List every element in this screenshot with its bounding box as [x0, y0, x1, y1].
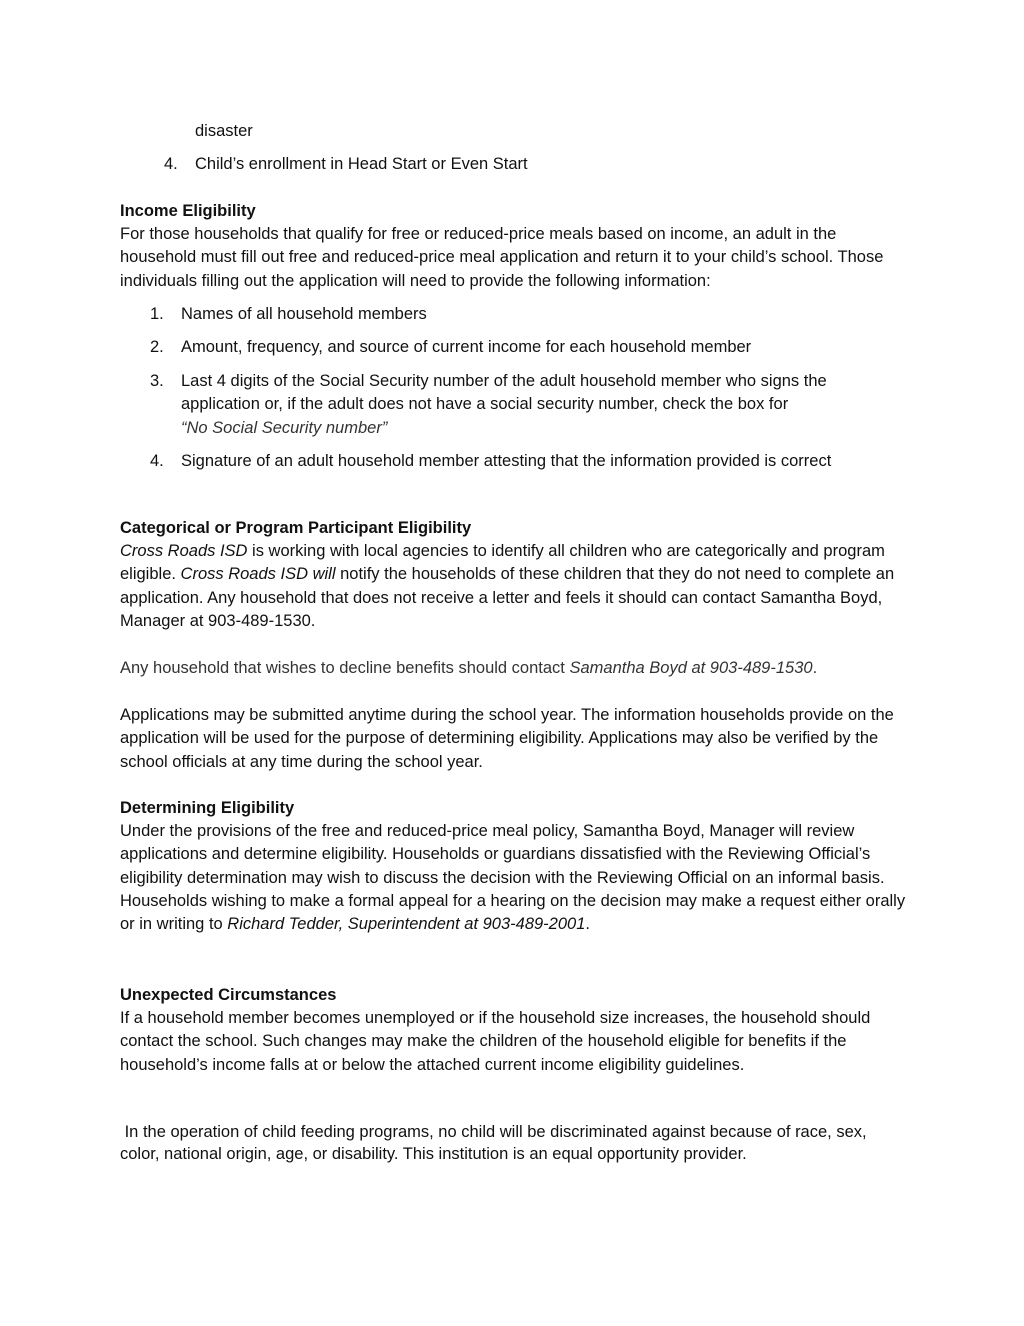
- list-text: Child’s enrollment in Head Start or Even Start: [195, 155, 528, 173]
- text-run: .: [812, 659, 818, 677]
- text-run: Any household that wishes to decline benefits should contact: [120, 659, 570, 677]
- nondiscrimination-statement: In the operation of child feeding programs, no child will be discriminated against because of race, sex, color, national origin, age, or disability. This institution is an equal opportunity provider.: [120, 1123, 872, 1163]
- district-name: Cross Roads ISD: [120, 542, 248, 560]
- text-run: notify the households of these children that they do not need to complete an application. Any household that does not receive a letter and feels it should can contact Samantha Boyd, Manager at 903-489-1530.: [120, 565, 895, 630]
- list-text: Amount, frequency, and source of current income for each household member: [181, 338, 752, 356]
- decline-paragraph: [120, 657, 910, 680]
- categorical-paragraph: [120, 540, 910, 633]
- section-heading-unexpected: Unexpected Circumstances: [120, 986, 337, 1004]
- determining-paragraph: [120, 820, 910, 936]
- text-run: .: [585, 915, 590, 934]
- applications-paragraph: Applications may be submitted anytime during the school year. The information households provide on the application will be used for the purpose of determining eligibility. Applications may also be verified by the school officials at any time during the school year.: [120, 706, 894, 771]
- income-paragraph: For those households that qualify for free or reduced-price meals based on income, an adult in the household must fill out free and reduced-price meal application and return it to your child’s school. Those individuals filling out the application will need to provide the following information:: [120, 225, 884, 290]
- unexpected-paragraph: If a household member becomes unemployed or if the household size increases, the household should contact the school. Such changes may make the children of the household eligible for benefits if the household’s income falls at or below the attached current income eligibility guidelines.: [120, 1009, 871, 1074]
- list-text: [181, 370, 881, 440]
- list-number: 4.: [150, 452, 164, 470]
- list-text: Signature of an adult household member attesting that the information provided is correct: [181, 452, 832, 470]
- text-run: Under the provisions of the free and reduced-price meal policy, Samantha Boyd, Manager will review applications and determine eligibility. Households or guardians dissatisfied with the Reviewing Official’s eligibility determination may wish to discuss the decision with the Reviewing Official on an informal basis. Households wishing to make a formal appeal for a hearing on the decision may make a request either orally or in writing to: [120, 822, 906, 934]
- list-continuation: disaster: [195, 122, 253, 140]
- section-heading-determining: Determining Eligibility: [120, 799, 295, 817]
- section-heading-categorical: Categorical or Program Participant Eligibility: [120, 519, 472, 537]
- list-text-italic: “No Social Security number”: [181, 418, 388, 437]
- list-text: Names of all household members: [181, 305, 427, 323]
- list-text-main: Last 4 digits of the Social Security number of the adult household member who signs the application or, if the adult does not have a social security number, check the box for: [181, 372, 827, 414]
- text-run: is working with local agencies to identify all children who are categorically and program eligible.: [120, 542, 885, 584]
- list-number: 1.: [150, 305, 164, 323]
- contact-name: Samantha Boyd at 903-489-1530: [569, 659, 813, 677]
- list-number: 3.: [150, 372, 164, 390]
- district-name: Cross Roads ISD will: [180, 565, 336, 584]
- section-heading-income: Income Eligibility: [120, 202, 256, 220]
- list-number: 4.: [164, 155, 178, 173]
- list-number: 2.: [150, 338, 164, 356]
- contact-name: Richard Tedder, Superintendent at 903-489-2001: [227, 915, 586, 934]
